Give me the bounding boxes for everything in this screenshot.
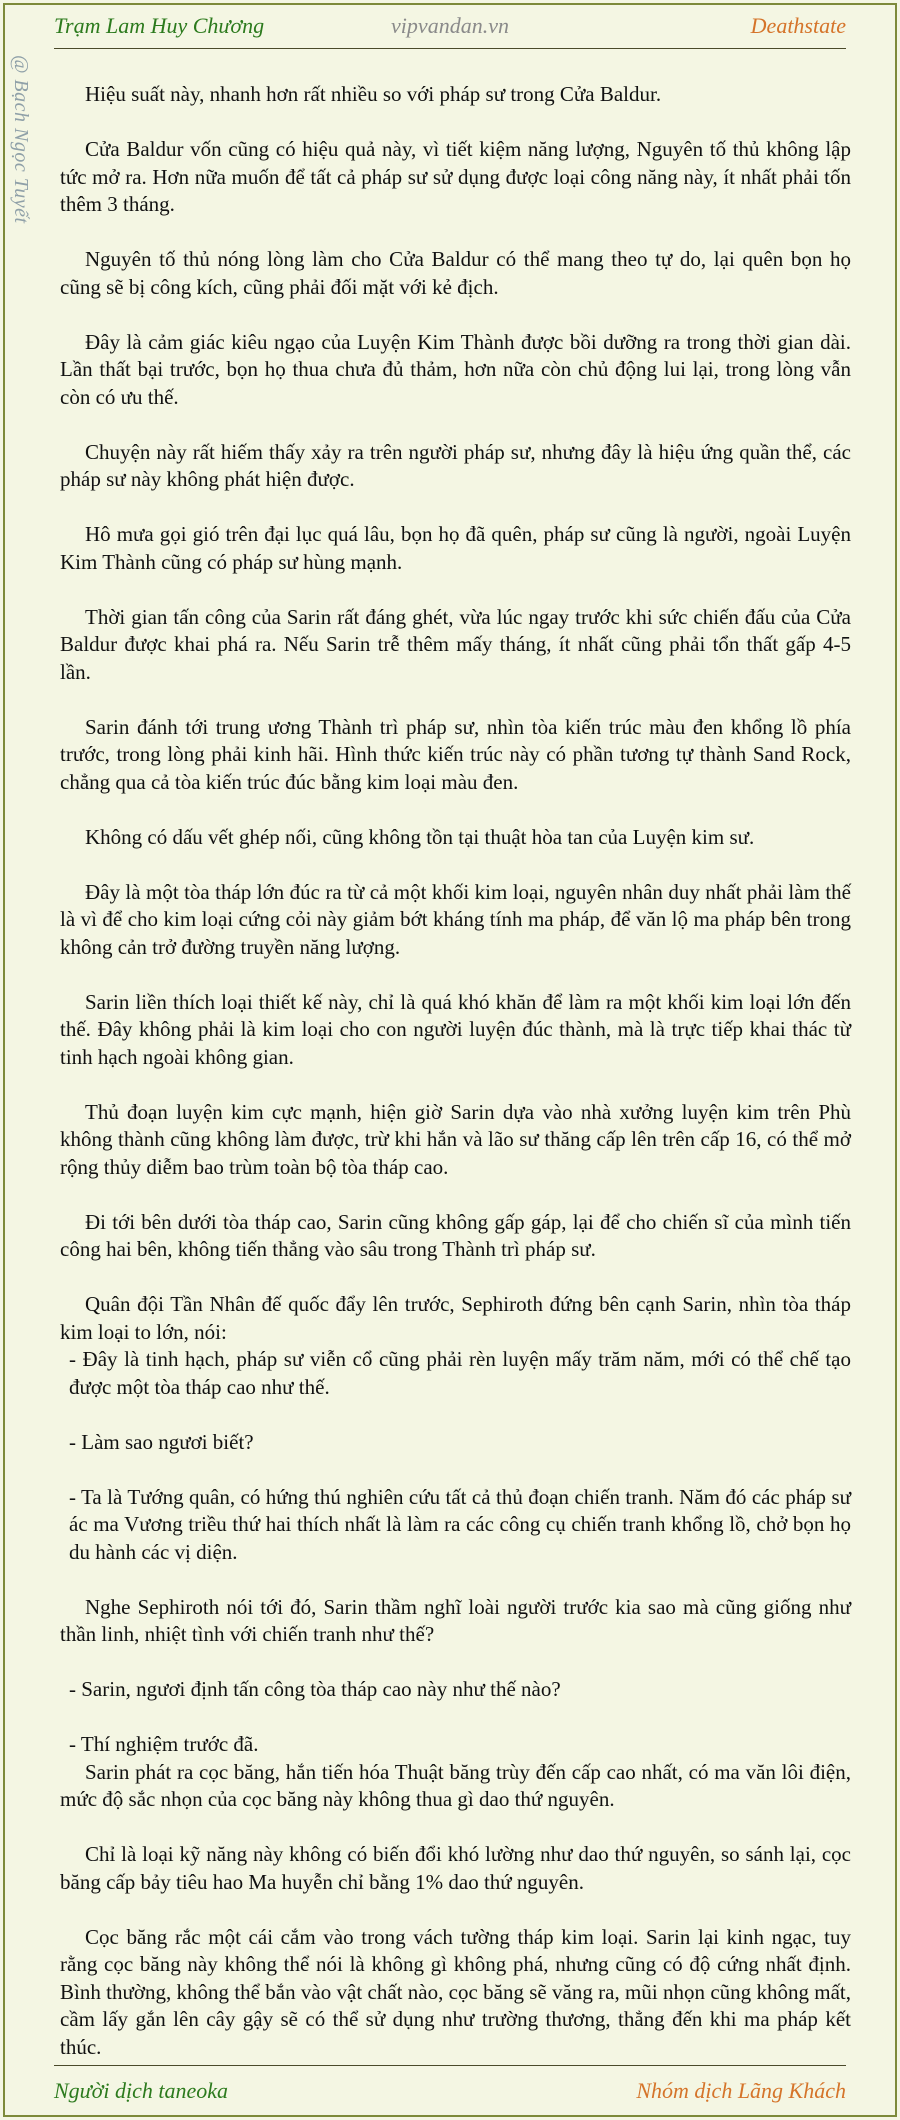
header-site-url: vipvandan.vn [391,13,509,38]
paragraph: Cọc băng rắc một cái cắm vào trong vách tường tháp kim loại. Sarin lại kinh ngạc, tuy rằng cọc băng này không thể nói là không gì không phá, nhưng cũng có độ cứng nhất định. Bình thường, không thể bắn vào vật chất nào, cọc băng sẽ văng ra, mũi nhọn cũng không mất, cầm lấy gắn lên cây gậy sẽ có thể sử dụng như trường thương, thẳng đến khi ma pháp kết thúc. [60,1924,851,2059]
paragraph: Nguyên tố thủ nóng lòng làm cho Cửa Baldur có thể mang theo tự do, lại quên bọn họ cũng sẽ bị công kích, cũng phải đối mặt với kẻ địch. [60,247,851,299]
paragraph: Quân đội Tần Nhân đế quốc đẩy lên trước, Sephiroth đứng bên cạnh Sarin, nhìn tòa tháp kim loại to lớn, nói: [60,1292,851,1344]
footer-group: Nhóm dịch Lãng Khách [636,2078,846,2103]
paragraph: Sarin phát ra cọc băng, hắn tiến hóa Thuật băng trùy đến cấp cao nhất, có ma văn lôi điện, mức độ sắc nhọn của cọc băng này không thua gì dao thứ nguyên. [60,1759,851,1811]
dialogue-line: - Làm sao ngươi biết? [69,1429,254,1454]
side-watermark: @ Bạch Ngọc Tuyết [10,55,32,224]
page-footer [54,2065,846,2116]
dialogue-line: - Đây là tinh hạch, pháp sư viễn cổ cũng phải rèn luyện mấy trăm năm, mới có thể chế tạo được một tòa tháp cao như thế. [69,1347,851,1399]
page-frame [3,3,897,2117]
paragraph: Nghe Sephiroth nói tới đó, Sarin thầm nghĩ loài người trước kia sao mà cũng giống như thần linh, nhiệt tình với chiến tranh như thế? [60,1594,851,1646]
footer-translator: Người dịch taneoka [54,2078,229,2103]
dialogue-line: - Thí nghiệm trước đã. [69,1732,259,1756]
paragraph: Hô mưa gọi gió trên đại lục quá lâu, bọn họ đã quên, pháp sư cũng là người, ngoài Luyện Kim Thành cũng có pháp sư hùng mạnh. [60,522,851,574]
paragraph: Cửa Baldur vốn cũng có hiệu quả này, vì tiết kiệm năng lượng, Nguyên tố thủ không lập tức mở ra. Hơn nữa muốn để tất cả pháp sư sử dụng được loại công năng này, ít nhất phải tốn thêm 3 tháng. [60,137,851,216]
paragraph: Hiệu suất này, nhanh hơn rất nhiều so với pháp sư trong Cửa Baldur. [85,82,662,106]
chapter-body [60,81,851,2061]
paragraph: Thủ đoạn luyện kim cực mạnh, hiện giờ Sarin dựa vào nhà xưởng luyện kim trên Phù không thành cũng không làm được, trừ khi hắn và lão sư thăng cấp lên trên cấp 16, có thể mở rộng thủy diễm bao trùm toàn bộ tòa tháp cao. [60,1099,851,1179]
paragraph: Sarin liền thích loại thiết kế này, chỉ là quá khó khăn để làm ra một khối kim loại lớn đến thế. Đây không phải là kim loại cho con người luyện đúc thành, mà là trực tiếp khai thác từ tinh hạch ngoài không gian. [60,989,851,1069]
paragraph: Chỉ là loại kỹ năng này không có biến đổi khó lường như dao thứ nguyên, so sánh lại, cọc băng cấp bảy tiêu hao Ma huyễn chỉ bằng 1% dao thứ nguyên. [60,1842,851,1894]
page-header [54,5,846,49]
dialogue-line: - Sarin, ngươi định tấn công tòa tháp cao này như thế nào? [69,1677,561,1701]
dialogue-line: - Ta là Tướng quân, có hứng thú nghiên cứu tất cả thủ đoạn chiến tranh. Năm đó các pháp sư ác ma Vương triều thứ hai thích nhất là làm ra các công cụ chiến tranh khổng lồ, chở bọn họ du hành các vị diện. [69,1484,851,1564]
paragraph: Đi tới bên dưới tòa tháp cao, Sarin cũng không gấp gáp, lại để cho chiến sĩ của mình tiến công hai bên, không tiến thẳng vào sâu trong Thành trì pháp sư. [60,1209,851,1261]
paragraph: Không có dấu vết ghép nối, cũng không tồn tại thuật hòa tan của Luyện kim sư. [85,824,755,849]
paragraph: Sarin đánh tới trung ương Thành trì pháp sư, nhìn tòa kiến trúc màu đen khổng lồ phía trước, trong lòng phải kinh hãi. Hình thức kiến trúc này có phần tương tự thành Sand Rock, chẳng qua cả tòa kiến trúc đúc bằng kim loại màu đen. [60,714,851,794]
paragraph: Chuyện này rất hiếm thấy xảy ra trên người pháp sư, nhưng đây là hiệu ứng quần thể, các pháp sư này không phát hiện được. [60,439,851,491]
header-site-title: Trạm Lam Huy Chương [54,13,265,38]
paragraph: Thời gian tấn công của Sarin rất đáng ghét, vừa lúc ngay trước khi sức chiến đấu của Cửa Baldur được khai phá ra. Nếu Sarin trễ thêm mấy tháng, ít nhất cũng phải tổn thất gấp 4-5 lần. [60,604,851,684]
header-author: Deathstate [750,13,846,38]
paragraph: Đây là một tòa tháp lớn đúc ra từ cả một khối kim loại, nguyên nhân duy nhất phải làm thế là vì để cho kim loại cứng cỏi này giảm bớt kháng tính ma pháp, để văn lộ ma pháp bên trong không cản trở đường truyền năng lượng. [60,879,851,959]
paragraph: Đây là cảm giác kiêu ngạo của Luyện Kim Thành được bồi dưỡng ra trong thời gian dài. Lần thất bại trước, bọn họ thua chưa đủ thảm, hơn nữa còn chủ động lui lại, trong lòng vẫn còn có ưu thế. [60,329,851,409]
